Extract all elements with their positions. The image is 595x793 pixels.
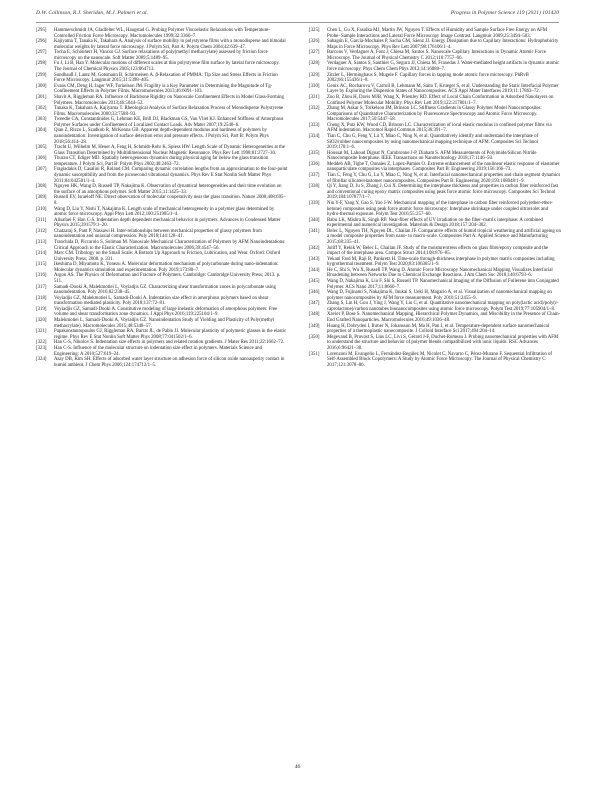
reference-text: Fu J, Li B, Han Y. Molecular motions of different scales at thin polystyrene film surface by lateral force microscopy. The Journal of Chemical Physics 2005;123:064713. (54, 61, 280, 73)
reference-text: Qian Z, Rizzo L, Szadkob R, McKenna GB. Apparent depth-dependent modulus and hardness of polymers by nanoindentation: Investigation of surface detection error and pressure effects. J Polym Sci, Part B: Polym Phys 2018;56:414–28. (54, 128, 269, 145)
reference-number: [336] (309, 161, 320, 167)
reference-number: [296] (36, 39, 47, 45)
reference-text: Ikeshima D, Miyamoto K, Yonezu A. Molecular deformation mechanism of polycarbonate during nano-indentation: Molecular dynamics simulation and experimentation. Poly 2019;173:80–7. (54, 262, 279, 273)
reference-entry (36, 262, 288, 273)
header-rule (36, 22, 559, 23)
reference-entry (309, 50, 561, 61)
reference-number: [300] (36, 83, 47, 89)
reference-text: Babu LK, Mishra K, Singh RP. Near-fiber effects of UV irradiation on the fiber–matrix interphase: A combined experimental and numerical investigation. Materials & Design 2018;157:204–302. (327, 217, 543, 229)
reference-text: Huang H, Dobryden I, Ihrner N, Johansson M, Ma H, Pan J, et al. Temperature-dependent surface nanomechanical properties of a thermoplastic nanocomposite. J Colloid Interface Sci 2017;494:204–14. (327, 323, 550, 335)
reference-text: Zitzler L, Herminghaus S, Mugele F. Capillary forces in tapping mode atomic force microscopy. PhRvB 2002;66:155436/1–8. (327, 72, 529, 84)
reference-text: Xavier P, Bose S. Nanomechanical Mapping, Hierarchical Polymer Dynamics, and Miscibility in the Presence of Chain-End Grafted Nanoparticles. Macromolecules 2016;49:1036–48. (327, 312, 561, 324)
reference-number: [326] (309, 39, 320, 45)
reference-entry (309, 151, 561, 162)
reference-number: [347] (309, 301, 320, 307)
reference-entry (309, 218, 561, 229)
reference-text: Megevand B, Pruvost S, Lins LC, Livi S, Gérard J-F, Duchet-Rumeau J. Probing nanomechanical properties with AFM to understand the structure and behavior of polymer blends compatibilized with ionic liquids. RSC Advances 2016;6:96421–30. (327, 334, 559, 351)
reference-entry (309, 95, 561, 106)
reference-number: [340] (309, 217, 320, 223)
reference-text: Nguyen HK, Wang D, Russell TP, Nakajima K. Observation of dynamical heterogeneities and their time evolution on the surface of an amorphous polymer. Soft Matter 2015;11:1425–33. (54, 184, 282, 195)
reference-number: [339] (309, 200, 320, 206)
reference-number: [324] (36, 357, 47, 363)
reference-number: [337] (309, 173, 320, 179)
reference-text: Wang D, Fujinami S, Nakajima K, Inukai S, Ueki H, Magario A, et al. Visualization of nanomechanical mapping on polymer nanocomposites by AFM force measurement. Poly 2010;51:2455–9. (327, 290, 552, 301)
reference-number: [343] (309, 256, 320, 262)
reference-entry (36, 184, 288, 195)
reference-entry (309, 257, 561, 268)
reference-number: [321] (36, 329, 47, 335)
reference-text: Tian C, Feng Y, Chu G, Lu Y, Miao C, Ning N, et al. Interfacial nanomechanical properties and chain segment dynamics of fibrillar silicate/elastomer nanocomposites. Composites Part B: Engineering 2020;193:108048/1–9. (327, 173, 561, 184)
reference-text: Marc CM. Tribology on the Small Scale: A Bottom Up Approach to Friction, Lubrication, and Wear. Oxford: Oxford University Press; 2008. p. 331. (54, 251, 281, 262)
reference-number: [320] (36, 318, 47, 324)
reference-number: [335] (309, 150, 320, 156)
reference-entry (36, 84, 288, 95)
reference-number: [313] (36, 239, 47, 245)
reference-text: Verdaguer A, Santos S, Sauthier G, Segura JJ, Chiesa M, Fraxedas J. Water-mediated height artifacts in dynamic atomic force microscopy. Phys Chem Chem Phys 2012;14:16080–7. (327, 61, 560, 73)
reference-entry (309, 162, 561, 173)
reference-text: Argon AS. The Physics of Deformation and Fracture of Polymers. Cambridge: Cambridge University Press; 2013. p. 511. (54, 273, 281, 285)
reference-text: Han C-S, Nikolov S. Indentation size effects in polymers and related rotation gradients. J Mater Res 2011;22:1662–72. (54, 340, 285, 346)
reference-text: Tranchida D, Piccarolo S, Soliman M. Nanoscale Mechanical Characterization of Polymers by AFM Nanoindentations: Critical Approach to the Elastic Characterization. Macromolecules 2006;39:4547–56. (54, 239, 286, 251)
reference-entry (309, 268, 561, 279)
references-right-column (309, 28, 561, 368)
reference-entry (36, 357, 288, 368)
reference-entry (36, 251, 288, 262)
reference-number: [317] (36, 284, 47, 290)
reference-entry (309, 229, 561, 246)
reference-text: Houssat M, Lahoud Dignat N, Cambronne J-P, Diaham S. AFM Measurements of Polyimide/Silicon Nitride Nanocomposite Interphase. IEEE Transactions on Nanotechnology 2018;17:1146–50. (327, 150, 537, 162)
reference-text: Chatzaraj S, Pant P, Nassawi H. Inter-relationships between mechanical properties of glassy polymers from nanoindentation and uniaxial compression. Poly 2018;144:128–41. (54, 228, 262, 240)
reference-entry (36, 207, 288, 218)
reference-entry (36, 307, 288, 318)
reference-entry (309, 106, 561, 123)
reference-entry (309, 312, 561, 323)
reference-number: [349] (309, 323, 320, 329)
reference-entry (309, 84, 561, 95)
reference-number: [304] (36, 128, 47, 134)
reference-text: Niu Y-F, Yang Y, Gao S, Yao J-W. Mechanical mapping of the interphase in carbon fiber reinforced poly(ether-ether-ketone) composites using peak force atomic force microscopy: Interphase shrinkage under coupled ultraviolet and hydro-thermal exposure. Polym Test 2016;55:257–60. (327, 200, 553, 218)
reference-text: Cheng X, Putz KW, Wood CD, Brinson LC. Characterization of local elastic modulus in confined polymer films via AFM indentation. Macromol Rapid Commun 2015;36:391–7. (327, 122, 552, 134)
reference-number: [303] (36, 117, 47, 123)
reference-number: [327] (309, 50, 320, 56)
reference-text: Thurau CT, Ediger MD. Spatially heterogeneous dynamics during physical aging far below the glass transition temperature. J Polym Sci, Part B: Polym Phys 2002;40:2463–72. (54, 156, 269, 167)
reference-entry (36, 273, 288, 284)
reference-text: Wang D, Nakajima K, Liu F, Shi S, Russell TP. Nanomechanical Imaging of the Diffusion of Fullerene into Conjugated Polymer. ACS Nano 2017;11:8660–7. (327, 279, 559, 290)
reference-number: [342] (309, 245, 320, 251)
reference-number: [310] (36, 206, 47, 212)
reference-entry (309, 39, 561, 50)
reference-entry (36, 346, 288, 357)
reference-number: [314] (36, 251, 47, 257)
reference-entry (36, 128, 288, 145)
reference-entry (36, 106, 288, 117)
reference-number: [331] (309, 94, 320, 100)
reference-text: Yekani Fard M, Raji B, Pankretz H. Time-scale through-thickness interphase in polymer matrix composites including hygrothermal treatment. Polym Test 2020;83:106365/1–9. (327, 256, 555, 268)
reference-entry (36, 50, 288, 61)
reference-number: [312] (36, 228, 47, 234)
reference-entry (36, 156, 288, 167)
reference-number: [332] (309, 106, 320, 112)
reference-entry (36, 296, 288, 307)
reference-number: [308] (36, 184, 47, 190)
reference-entry (309, 335, 561, 352)
reference-entry (36, 329, 288, 340)
reference-text: Alisafaei F, Han C-S. Indentation depth dependent mechanical behavior in polymers. Advances in Condensed Matter Physics 2015;391579:1–20. (54, 217, 281, 229)
reference-text: Joliff Y, Rekik W, Belec L, Chailan JF. Study of the moisture/stress effects on glass fibre/epoxy composite and the impact of the interphase area. Compos Struct 2014;108:876–85. (327, 245, 549, 257)
reference-text: Tian C, Chu G, Feng Y, Lu Y, Miao C, Ning N, et al. Quantitatively identify and understand the interphase of SiO2/rubber nanocomposites by using nanomechanical mapping technique of AFM. Composites Sci Technol 2019;170:1–6. (327, 133, 539, 151)
reference-number: [306] (36, 156, 47, 162)
reference-number: [329] (309, 72, 320, 78)
reference-text: Malekmotiei L, Samadi-Dooki A, Voyiadjis GZ. Nanoindentation Study of Yielding and Plasticity of Poly(methyl methacrylate). Macromolecules 2015;48:5348–57. (54, 318, 275, 329)
reference-number: [305] (36, 145, 47, 151)
reference-number: [297] (36, 50, 47, 56)
reference-text: Meddeb AB, Tighe T, Ounaies Z, Lopez-Pamies O. Extreme enhancement of the nonlinear elastic response of elastomer nanoparticulate composites via interphases. Composites Part B: Engineering 2019;156:166–73. (327, 161, 560, 173)
reference-text: Tanaka K, Takahara A, Kajiyama T. Rheological Analysis of Surface Relaxation Process of Monodisperse Polystyrene Films. Macromolecules 2000;33:7588–93. (54, 106, 284, 117)
reference-number: [323] (36, 345, 47, 351)
reference-number: [346] (309, 290, 320, 296)
reference-number: [301] (36, 94, 47, 100)
reference-number: [302] (36, 106, 47, 112)
reference-text: Asay DB, Kim SH. Effects of adsorbed water layer structure on adhesion force of silicon oxide nanoasperity contact in humid ambient. J Chem Phys 2006;124:174712/1–5. (54, 357, 285, 368)
reference-number: [295] (36, 28, 47, 33)
reference-entry (309, 173, 561, 184)
header-authors: D.W. Collinson, R.J. Sheridan, M.J. Palmeri et al. (36, 10, 148, 16)
reference-entry (36, 318, 288, 329)
reference-number: [328] (309, 61, 320, 67)
reference-entry (36, 240, 288, 251)
reference-text: Samadi-Dooki A, Malekmotiei L, Voyiadjis GZ. Characterizing shear transformation zones in polycarbonate using nanoindentation. Poly 2016;82:238–45. (54, 284, 276, 296)
reference-text: Kajiyama T, Tanaka K, Takahara A. Analysis of surface mobility in polystyrene films with a monodisperse and bimodal molecular weights by lateral force microscopy. J Polym Sci, Part A: Polym Chem 2004;42:639–47. (54, 39, 286, 50)
reference-entry (309, 28, 561, 39)
reference-text: Chen L, Gu X, Fasolka MJ, Martin JW, Nguyen T. Effects of Humidity and Sample Surface Free Energy on AFM Probe−Sample Interactions and Lateral Force Microscopy Image Contrast. Langmuir 2009;25:3494–503. (327, 28, 548, 39)
reference-entry (309, 73, 561, 84)
reference-text: Tweedie CA, Constantinides G, Lehman KE, Brill DJ, Blackman GS, Van Vliet KJ. Enhanced Stiffness of Amorphous Polymer Surfaces under Confinement of Localized Contact Loads. Adv Mater 2007;19:2540–6. (54, 117, 284, 128)
reference-text: Voyiadjis GZ, Malekmotiei L, Samadi-Dooki A. Indentation size effect in amorphous polymers based on shear transformation mediated plasticity. Poly 2018;137:72–81. (54, 295, 269, 307)
reference-entry (36, 195, 288, 206)
reference-text: Shavit A, Riggleman RA. Influence of Backbone Rigidity on Nanoscale Confinement Effects in Model Glass-Forming Polymers. Macromolecules 2013;46:5044–52. (54, 94, 284, 106)
reference-number: [338] (309, 184, 320, 190)
reference-text: Han C-S. Influence of the molecular structure on indentation size effect in polymers. Materials Science and Engineering: A 2010;527:619–24. (54, 345, 262, 357)
reference-entry (309, 352, 561, 369)
reference-entry (36, 61, 288, 72)
reference-number: [333] (309, 122, 320, 128)
reference-number: [309] (36, 195, 47, 201)
running-header (36, 10, 559, 16)
reference-text: Russell EV, Israeloff NE. Direct observation of molecular cooperativity near the glass transition. Nature 2000;408:695–8. (54, 195, 286, 206)
reference-entry (309, 279, 561, 290)
reference-text: Sondhauß J, Lantz M, Gotsmann B, Schirmeisen A. β-Relaxation of PMMA: Tip Size and Stress Effects in Friction Force Microscopy. Langmuir 2015;31:5398–405. (54, 72, 278, 84)
reference-entry (309, 201, 561, 218)
reference-text: Tracht U, Wilhelm M, Heuer A, Feng H, Schmidt-Rohr K, Spiess HW. Length Scale of Dynamic Heterogeneities at the Glass Transition Determined by Multidimensional Nuclear Magnetic Resonance. Phys Rev Lett 1998;81:2727–30. (54, 145, 286, 156)
reference-entry (36, 145, 288, 156)
header-journal: Progress in Polymer Science 119 (2021) 101420 (450, 10, 559, 16)
reference-entry (309, 184, 561, 201)
reference-entry (309, 123, 561, 134)
reference-text: Genix AC, Bocharova V, Carroll B, Lehmann M, Saito T, Krueger S, et al. Understanding the Static Interfacial Polymer Layer by Exploring the Dispersion States of Nanocomposites. ACS Appl Mater Interfaces 2019;11:17863–72. (327, 83, 559, 95)
reference-number: [325] (309, 28, 320, 33)
reference-number: [315] (36, 262, 47, 268)
reference-entry (309, 290, 561, 301)
reference-text: Barcons V, Verdaguer A, Font J, Chiesa M, Santos S. Nanoscale Capillary Interactions in Dynamic Atomic Force Microscopy. The Journal of Physical Chemistry C 2012;116:7757–66. (327, 50, 546, 61)
reference-text: Tocha E, Schönherr H, Vancso GJ. Surface relaxations of poly(methyl methacrylate) assessed by friction force microscopy on the nanoscale. Soft Matter 2009;5:1489–95. (54, 50, 268, 61)
reference-text: He C, Shi S, Wu X, Russell TP, Wang D. Atomic Force Microscopy Nanomechanical Mapping Visualizes Interfacial Broadening between Networks Due to Chemical Exchange Reactions. J Am Chem Soc 2018;140:6793–6. (327, 267, 553, 279)
reference-entry (309, 324, 561, 335)
reference-number: [319] (36, 306, 47, 312)
reference-entry (36, 117, 288, 128)
reference-number: [316] (36, 273, 47, 279)
references-left-column (36, 28, 288, 368)
reference-text: Qi Y, Jiang D, Ju S, Zhang J, Cui X. Determining the interphase thickness and properties in carbon fiber reinforced fast and conventional curing epoxy matrix composites using peak force atomic force microscopy. Composites Sci Technol 2019;184:107877/1–7. (327, 184, 558, 201)
reference-number: [348] (309, 312, 320, 318)
reference-entry (309, 61, 561, 72)
reference-number: [330] (309, 83, 320, 89)
page-number: 46 (294, 764, 301, 770)
reference-number: [311] (36, 217, 47, 223)
reference-number: [344] (309, 267, 320, 273)
reference-entry (36, 229, 288, 240)
reference-entry (36, 285, 288, 296)
reference-entry (309, 134, 561, 151)
reference-entry (36, 218, 288, 229)
reference-entry (36, 28, 288, 39)
reference-number: [299] (36, 72, 47, 78)
reference-text: Lorenzoni M, Evangelio L, Fernández-Regúlez M, Nicolet C, Navarro C, Pérez-Murano F. Sequential Infiltration of Self-Assembled Block Copolymers: A Study by Atomic Force Microscopy. The Journal of Physical Chemistry C 2017;121:3078–86. (327, 351, 553, 368)
reference-number: [350] (309, 334, 320, 340)
reference-number: [345] (309, 279, 320, 285)
reference-text: Wang D, Liu Y, Nishi T, Nakajima K. Length scale of mechanical heterogeneity in a polymer glass determined by atomic force microscopy. Appl Phys Lett 2012;100:251905/1–4. (54, 206, 275, 218)
reference-entry (36, 167, 288, 184)
reference-number: [341] (309, 228, 320, 234)
reference-entry (36, 95, 288, 106)
reference-text: Papakonstantopoulos GJ, Riggleman RA, Barrat JL, de Pablo JJ. Molecular plasticity of polymeric glasses in the elastic regime. Phys Rev E Stat Nonlin Soft Matter Phys 2008;77:041502/1–6. (54, 329, 287, 340)
reference-text: Evans CM, Deng H, Jager WF, Torkelson JM. Fragility is a Key Parameter in Determining the Magnitude of Tg-Confinement Effects in Polymer Films. Macromolecules 2013;46:6091–103. (54, 83, 273, 95)
reference-text: Zuo B, Zhou H, Davis MJB, Wang X, Priestley RD. Effect of Local Chain Conformation in Adsorbed Nanolayers on Confined Polymer Molecular Mobility. Phys Rev Lett 2019;122:217801/1–7. (327, 94, 554, 106)
reference-entry (309, 246, 561, 257)
reference-text: Zhang M, Askar S, Torkelson JM, Brinson LC. Stiffness Gradients in Glassy Polymer Model Nanocomposites: Comparisons of Quantitative Characterization by Fluorescence Spectroscopy and Atomic Force Microscopy. Macromolecules 2017;50:5447–58. (327, 106, 542, 123)
reference-text: Voyiadjis GZ, Samadi-Dooki A. Constitutive modeling of large inelastic deformation of amorphous polymers: Free volume and shear transformation zone dynamics. J Appl Phys 2016;119:225104/1–9. (54, 306, 278, 318)
reference-text: Sahagún E, García-Mochales P, Sacha GM, Sáenz JJ. Energy Dissipation due to Capillary Interactions: Hydrophobicity Maps in Force Microscopy. Phys Rev Lett 2007;98:176106/1–4. (327, 39, 559, 50)
reference-text: Hammerschmidt JA, Gladfelter WL, Haugstad G. Probing Polymer Viscoelastic Relaxations with Temperature-Controlled Friction Force Microscopy. Macromolecules 1999;32:3360–7. (54, 28, 270, 39)
reference-number: [334] (309, 133, 320, 139)
reference-number: [318] (36, 295, 47, 301)
reference-text: Zhang S, Lin H, Gou J, Ying J, Wang Y, Liu C, et al. Quantitative nanomechanical mapping on poly(lactic acid)/poly(ε-caprolactone)/carbon nanotubes bionanocomposites using atomic force microscopy. Polym Test 2019;77:105904/1–8. (327, 301, 559, 312)
reference-entry (36, 73, 288, 84)
reference-text: Fragiadakis D, Casalini R, Roland CM. Comparing dynamic correlation lengths from an approximation to the four-point dynamic susceptibility and from the picosecond vibrational dynamics. Phys Rev E Stat Nonlin Soft Matter Phys 2011;84:042501/1–4. (54, 167, 288, 184)
reference-number: [351] (309, 351, 320, 357)
reference-number: [322] (36, 340, 47, 346)
reference-entry (36, 39, 288, 50)
reference-number: [298] (36, 61, 47, 67)
reference-number: [307] (36, 167, 47, 173)
reference-entry (309, 301, 561, 312)
reference-text: Belec L, Nguyen TH, Nguyen DL, Chailan JF. Comparative effects of humid tropical weathering and artificial ageing on a model composite properties from nano- to macro-scale. Composites Part A: Applied Science and Manufacturing 2015;68:235–41. (327, 228, 561, 245)
